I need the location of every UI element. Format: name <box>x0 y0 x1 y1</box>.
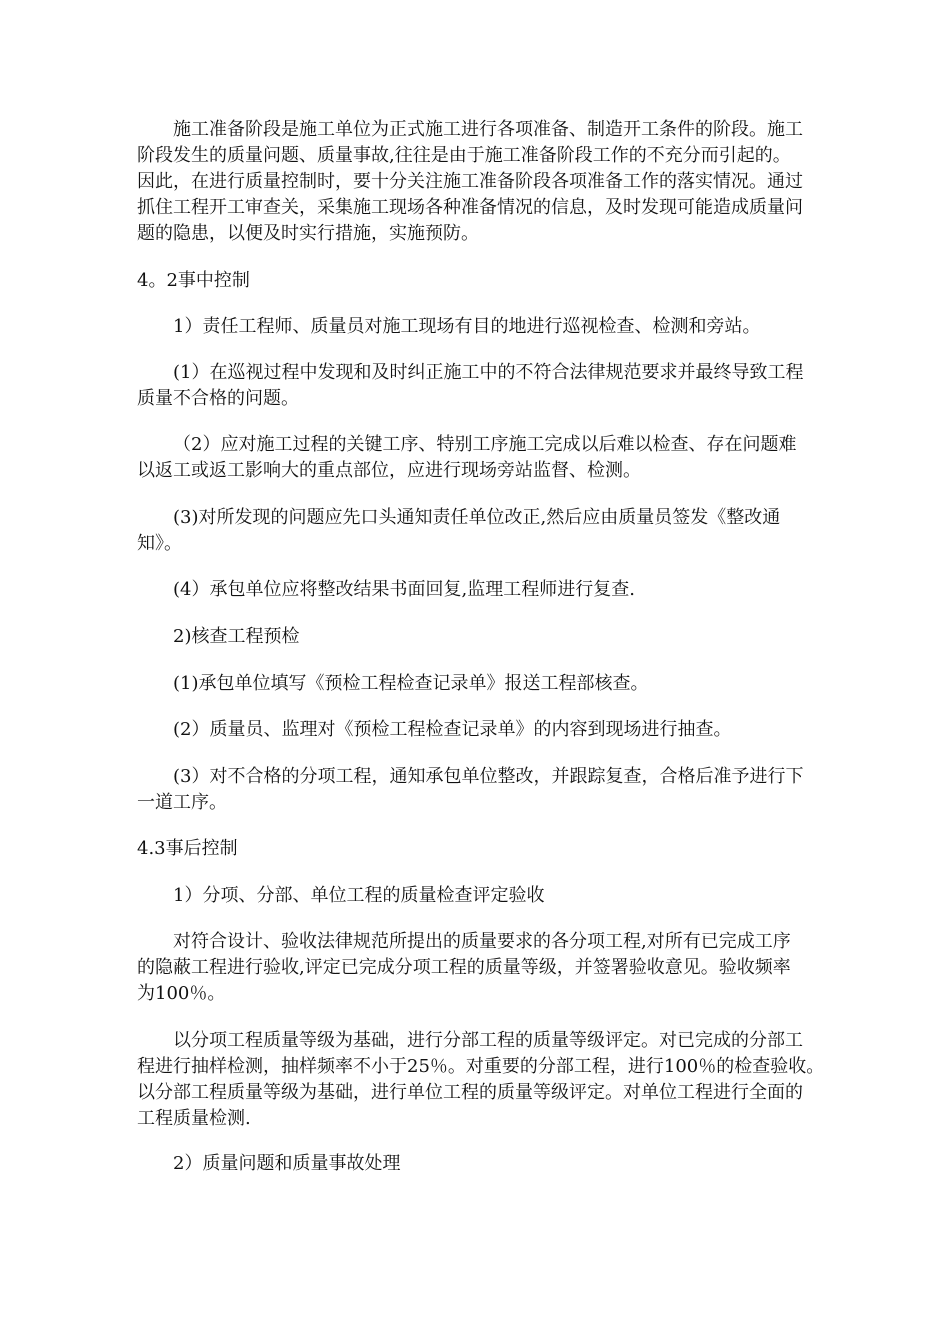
list-item-1 <box>137 314 847 340</box>
text-line: 工程质量检测. <box>137 1108 251 1129</box>
text-line: （2）应对施工过程的关键工序、特别工序施工完成以后难以检查、存在问题难 <box>173 434 797 455</box>
text-line: (1）在巡视过程中发现和及时纠正施工中的不符合法律规范要求并最终导致工程 <box>173 362 804 383</box>
heading-text: 4.3事后控制 <box>137 838 238 859</box>
list-item-1-2 <box>137 432 847 484</box>
text-line: 施工准备阶段是施工单位为正式施工进行各项准备、制造开工条件的阶段。施工 <box>173 119 803 140</box>
text-line: 对符合设计、验收法律规范所提出的质量要求的各分项工程,对所有已完成工序 <box>173 931 791 952</box>
text-line: 1）责任工程师、质量员对施工现场有目的地进行巡视检查、检测和旁站。 <box>173 316 761 337</box>
paragraph-acceptance <box>137 929 847 1007</box>
text-line: (2）质量员、监理对《预检工程检查记录单》的内容到现场进行抽查。 <box>173 719 732 740</box>
text-line: (4）承包单位应将整改结果书面回复,监理工程师进行复查. <box>173 579 635 600</box>
text-line: 的隐蔽工程进行验收,评定已完成分项工程的质量等级，并签署验收意见。验收频率 <box>137 957 791 978</box>
heading-text: 4。2事中控制 <box>137 270 250 291</box>
text-line: 阶段发生的质量问题、质量事故,往往是由于施工准备阶段工作的不充分而引起的。 <box>137 145 791 166</box>
text-line: (1)承包单位填写《预检工程检查记录单》报送工程部核查。 <box>173 673 649 694</box>
text-line: 题的隐患，以便及时实行措施，实施预防。 <box>137 223 479 244</box>
text-line: 因此，在进行质量控制时，要十分关注施工准备阶段各项准备工作的落实情况。通过 <box>137 171 803 192</box>
text-line: 2）质量问题和质量事故处理 <box>173 1153 401 1174</box>
text-line: 1）分项、分部、单位工程的质量检查评定验收 <box>173 885 545 906</box>
list-item-1-inspection <box>137 883 847 909</box>
list-item-1-4 <box>137 577 847 603</box>
text-line: 以分项工程质量等级为基础，进行分部工程的质量等级评定。对已完成的分部工 <box>173 1030 803 1051</box>
list-item-1-1 <box>137 360 847 412</box>
text-line: (3)对所发现的问题应先口头通知责任单位改正,然后应由质量员签发《整改通 <box>173 507 781 528</box>
text-line: 抓住工程开工审查关，采集施工现场各种准备情况的信息，及时发现可能造成质量问 <box>137 197 803 218</box>
text-line: (3）对不合格的分项工程，通知承包单位整改，并跟踪复查，合格后准予进行下 <box>173 766 804 787</box>
text-line: 以分部工程质量等级为基础，进行单位工程的质量等级评定。对单位工程进行全面的 <box>137 1082 803 1103</box>
section-heading-4-2 <box>137 268 847 294</box>
list-item-2-1 <box>137 671 847 697</box>
list-item-2-2 <box>137 717 847 743</box>
text-line: 质量不合格的问题。 <box>137 388 299 409</box>
paragraph-preparation-stage <box>137 117 847 247</box>
paragraph-grading <box>137 1028 847 1132</box>
list-item-2 <box>137 624 847 650</box>
text-line: 知》。 <box>137 533 182 554</box>
text-line: 以返工或返工影响大的重点部位，应进行现场旁站监督、检测。 <box>137 460 641 481</box>
text-line: 一道工序。 <box>137 792 227 813</box>
text-line: 程进行抽样检测，抽样频率不小于25％。对重要的分部工程，进行100％的检查验收。 <box>137 1056 825 1077</box>
list-item-2-accident <box>137 1151 847 1177</box>
list-item-1-3 <box>137 505 847 557</box>
section-heading-4-3 <box>137 836 847 862</box>
text-line: 为100％。 <box>137 983 226 1004</box>
text-line: 2)核查工程预检 <box>173 626 300 647</box>
list-item-2-3 <box>137 764 847 816</box>
